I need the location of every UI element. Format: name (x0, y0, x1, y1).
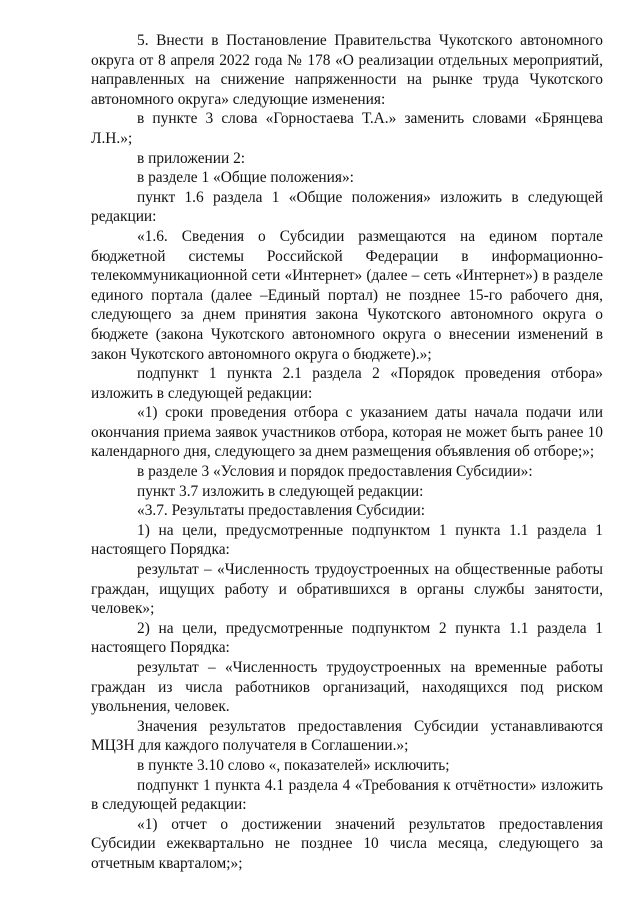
paragraph-subpoint-2-1-intro: подпункт 1 пункта 2.1 раздела 2 «Порядок проведения отбора» изложить в следующей редакции: (91, 365, 603, 402)
paragraph-point-3-change: в пункте 3 слова «Горностаева Т.А.» заменить словами «Брянцева Л.Н.»; (91, 110, 603, 147)
paragraph-result-2: результат – «Численность трудоустроенных на временные работы граждан из числа работников организаций, находящихся под риском увольнения, человек. (91, 659, 603, 716)
document-page (91, 31, 603, 874)
paragraph-point-1-6-text: «1.6. Сведения о Субсидии размещаются на едином портале бюджетной системы Российской Федерации в информационно-телекоммуникационной сети «Интернет» (далее – сеть «Интернет») в разделе единого портала (далее –Единый портал) не позднее 15-го рабочего дня, следующего за днем принятия закона Чукотского автономного округа о бюджете (закона Чукотского автономного округа о внесении изменений в закон Чукотского автономного округа о бюджете).»; (91, 227, 603, 363)
paragraph-goal-1: 1) на цели, предусмотренные подпунктом 1 пункта 1.1 раздела 1 настоящего Порядка: (91, 521, 603, 559)
paragraph-subpoint-4-1-text: «1) отчет о достижении значений результатов предоставления Субсидии ежеквартально не позднее 10 числа месяца, следующего за отчетным кварталом;»; (91, 815, 603, 872)
paragraph-goal-2: 2) на цели, предусмотренные подпунктом 2 пункта 1.1 раздела 1 настоящего Порядка: (91, 619, 603, 657)
paragraph-appendix-2: в приложении 2: (137, 149, 246, 167)
paragraph-section-1: в разделе 1 «Общие положения»: (137, 169, 354, 187)
paragraph-section-3: в разделе 3 «Условия и порядок предоставления Субсидии»: (137, 463, 533, 481)
paragraph-subpoint-2-1-text: «1) сроки проведения отбора с указанием даты начала подачи или окончания приема заявок участников отбора, которая не может быть ранее 10 календарного дня, следующего за днем размещения объявления об отборе;»; (91, 404, 603, 461)
paragraph-point-3-7-intro: пункт 3.7 изложить в следующей редакции: (137, 482, 424, 500)
paragraph-point-3-10: в пункте 3.10 слово «, показателей» исключить; (137, 756, 450, 774)
paragraph-result-values: Значения результатов предоставления Субсидии устанавливаются МЦЗН для каждого получателя в Соглашении.»; (91, 717, 603, 755)
paragraph-item-5: 5. Внести в Постановление Правительства Чукотского автономного округа от 8 апреля 2022 года № 178 «О реализации отдельных мероприятий, направленных на снижение напряженности на рынке труда Чукотского автономного округа» следующие изменения: (91, 32, 603, 108)
paragraph-point-1-6-intro: пункт 1.6 раздела 1 «Общие положения» изложить в следующей редакции: (91, 188, 603, 226)
paragraph-point-3-7-title: «3.7. Результаты предоставления Субсидии: (137, 502, 426, 520)
paragraph-result-1: результат – «Численность трудоустроенных на общественные работы граждан, ищущих работу и обратившихся в органы службы занятости, человек»; (91, 561, 603, 618)
paragraph-subpoint-4-1-intro: подпункт 1 пункта 4.1 раздела 4 «Требования к отчётности» изложить в следующей редакции: (91, 776, 603, 814)
